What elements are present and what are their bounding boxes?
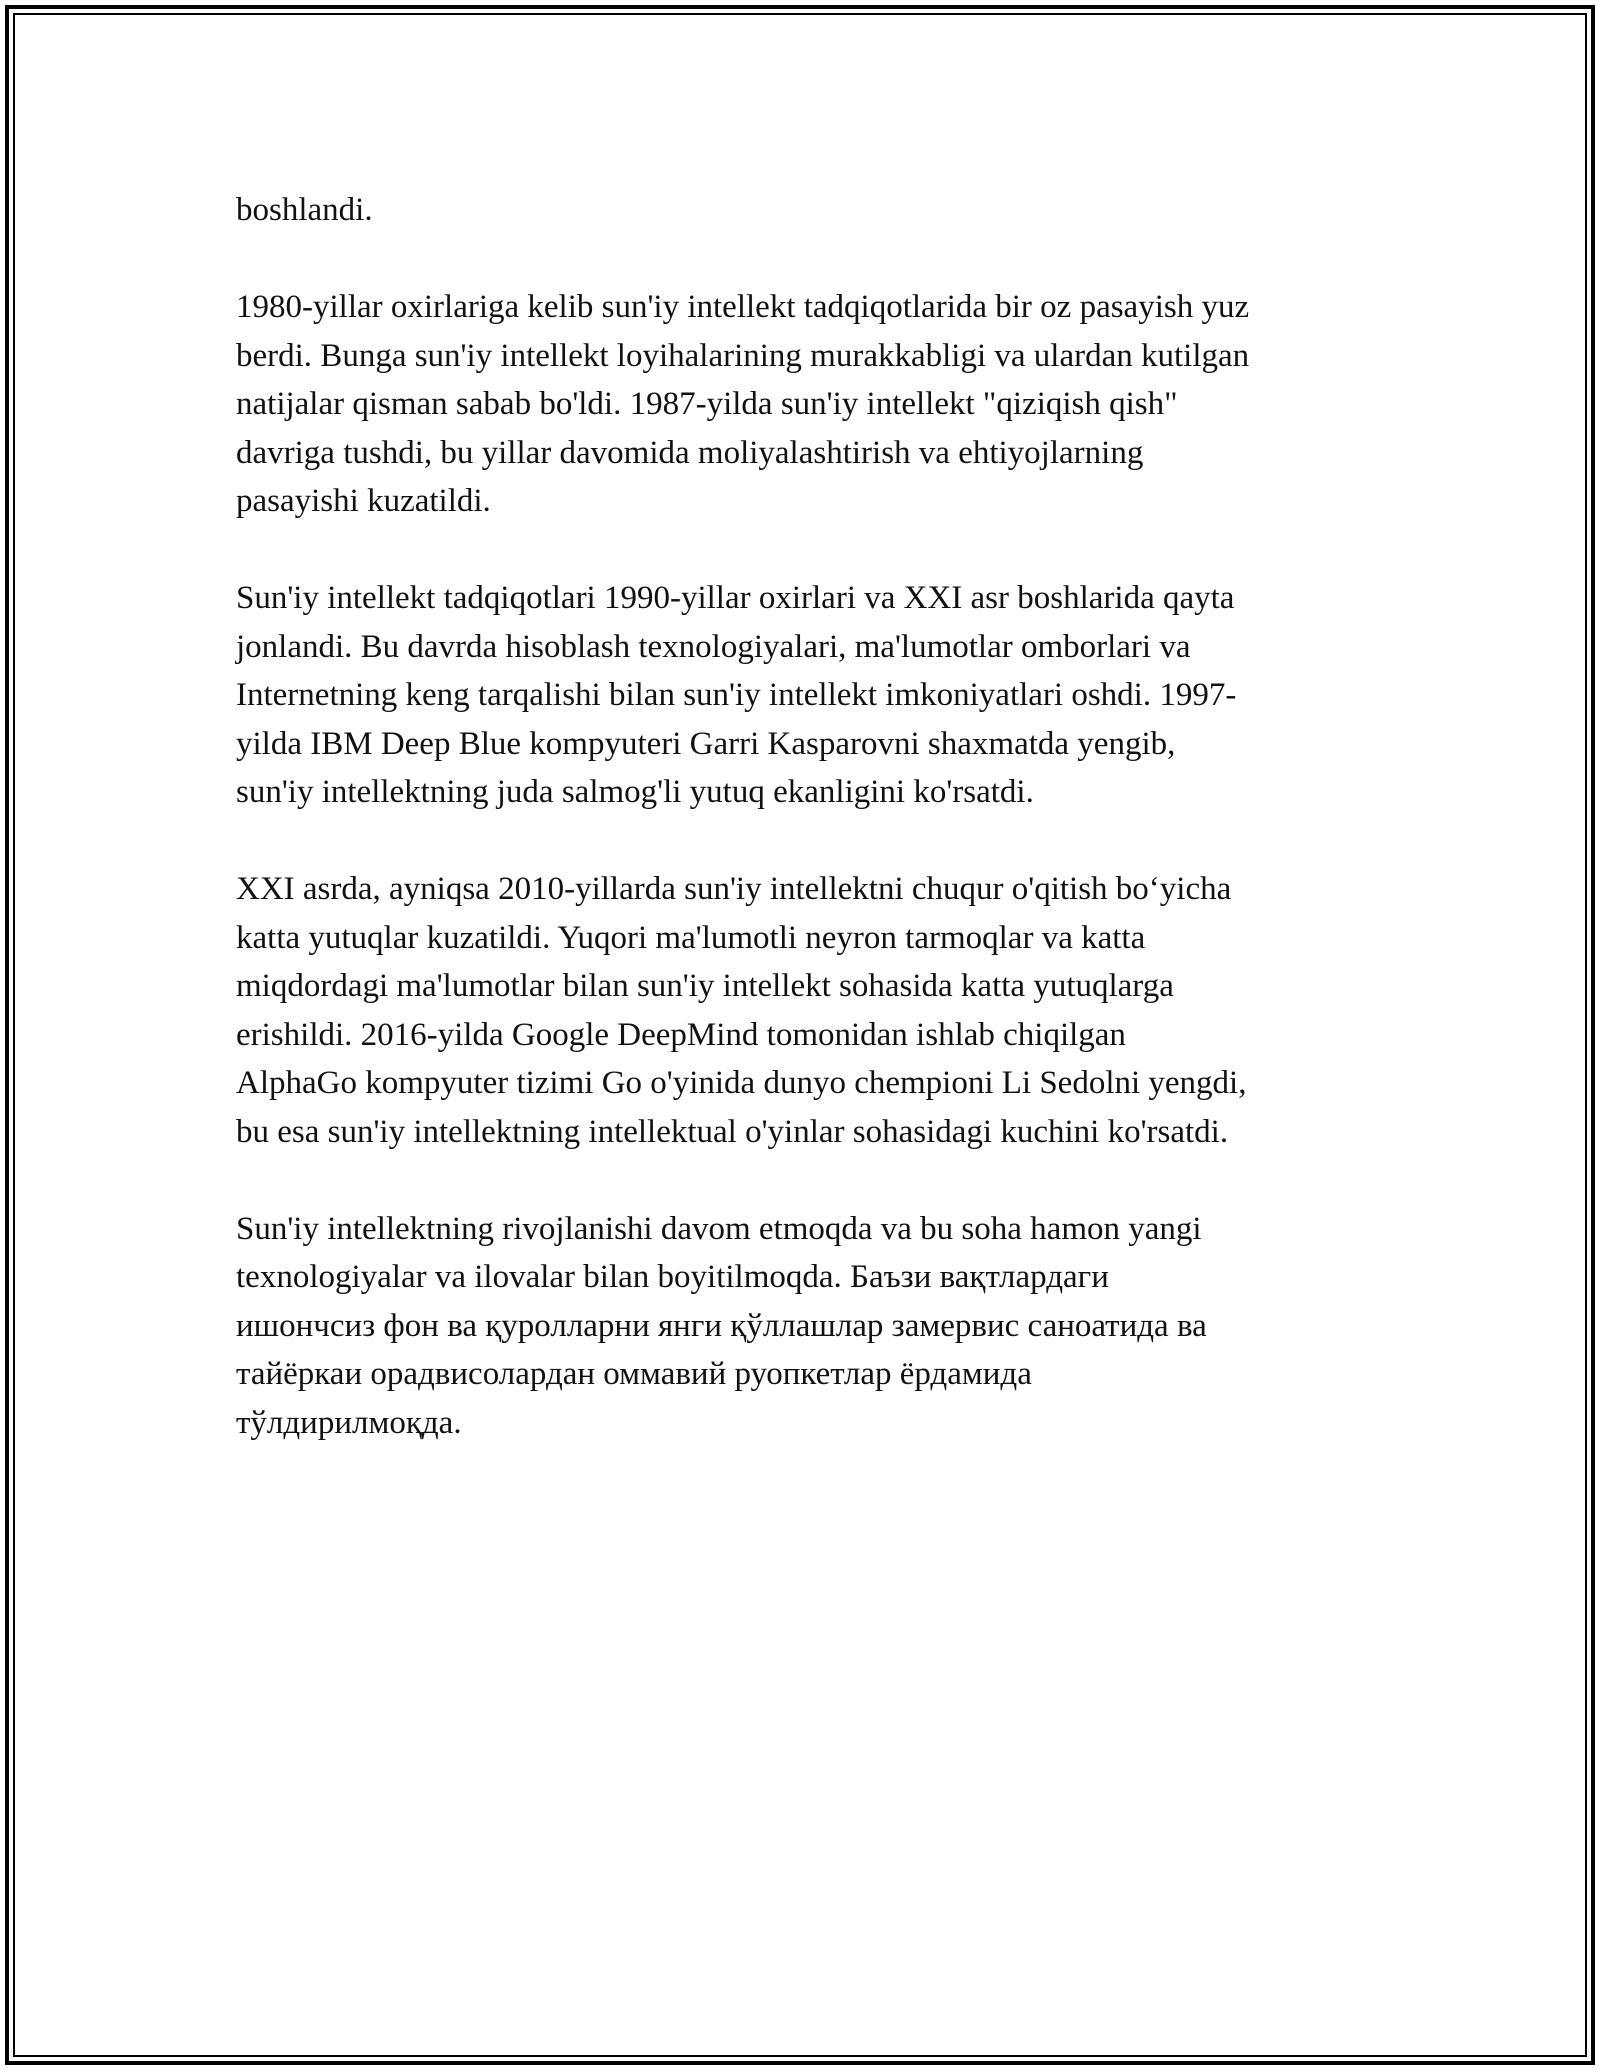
paragraph-ongoing-development: Sun'iy intellektning rivojlanishi davom etmoqda va bu soha hamon yangi texnologiyalar va ilovalar bilan boyitilmoqda. Баъзи вақтлардаги ишончсиз фон ва қуролларни янги қўллашлар замервис саноатида ва тайёркаи орадвисолардан оммавий руопкетлар ёрдамида тўлдирилмоқда.	[236, 1210, 1207, 1441]
paragraph-1980s-decline: 1980-yillar oxirlariga kelib sun'iy intellekt tadqiqotlarida bir oz pasayish yuz berdi. Bunga sun'iy intellekt loyihalarining murakkabligi va ulardan kutilgan natijalar qisman sabab bo'ldi. 1987-yilda sun'iy intellekt "qiziqish qish" davriga tushdi, bu yillar davomida moliyalashtirish va ehtiyojlarning pasayishi kuzatildi.	[236, 289, 1250, 519]
document-body	[236, 186, 1366, 1496]
paragraph-21st-century-deep-learning: XXI asrda, ayniqsa 2010-yillarda sun'iy intellektni chuqur o'qitish bo‘yicha katta yutuqlar kuzatildi. Yuqori ma'lumotli neyron tarmoqlar va katta miqdordagi ma'lumotlar bilan sun'iy intellekt sohasida katta yutuqlarga erishildi. 2016-yilda Google DeepMind tomonidan ishlab chiqilgan AlphaGo kompyuter tizimi Go o'yinida dunyo chempioni Li Sedolni yengdi, bu esa sun'iy intellektning intellektual o'yinlar sohasidagi kuchini ko'rsatdi.	[236, 871, 1247, 1150]
paragraph-1990s-revival: Sun'iy intellekt tadqiqotlari 1990-yillar oxirlari va XXI asr boshlarida qayta jonlandi. Bu davrda hisoblash texnologiyalari, ma'lumotlar omborlari va Internetning keng tarqalishi bilan sun'iy intellekt imkoniyatlari oshdi. 1997- yilda IBM Deep Blue kompyuteri Garri Kasparovni shaxmatda yengib, sun'iy intellektning juda salmog'li yutuq ekanligini ko'rsatdi.	[236, 580, 1237, 810]
paragraph-continuation: boshlandi.	[236, 192, 373, 228]
